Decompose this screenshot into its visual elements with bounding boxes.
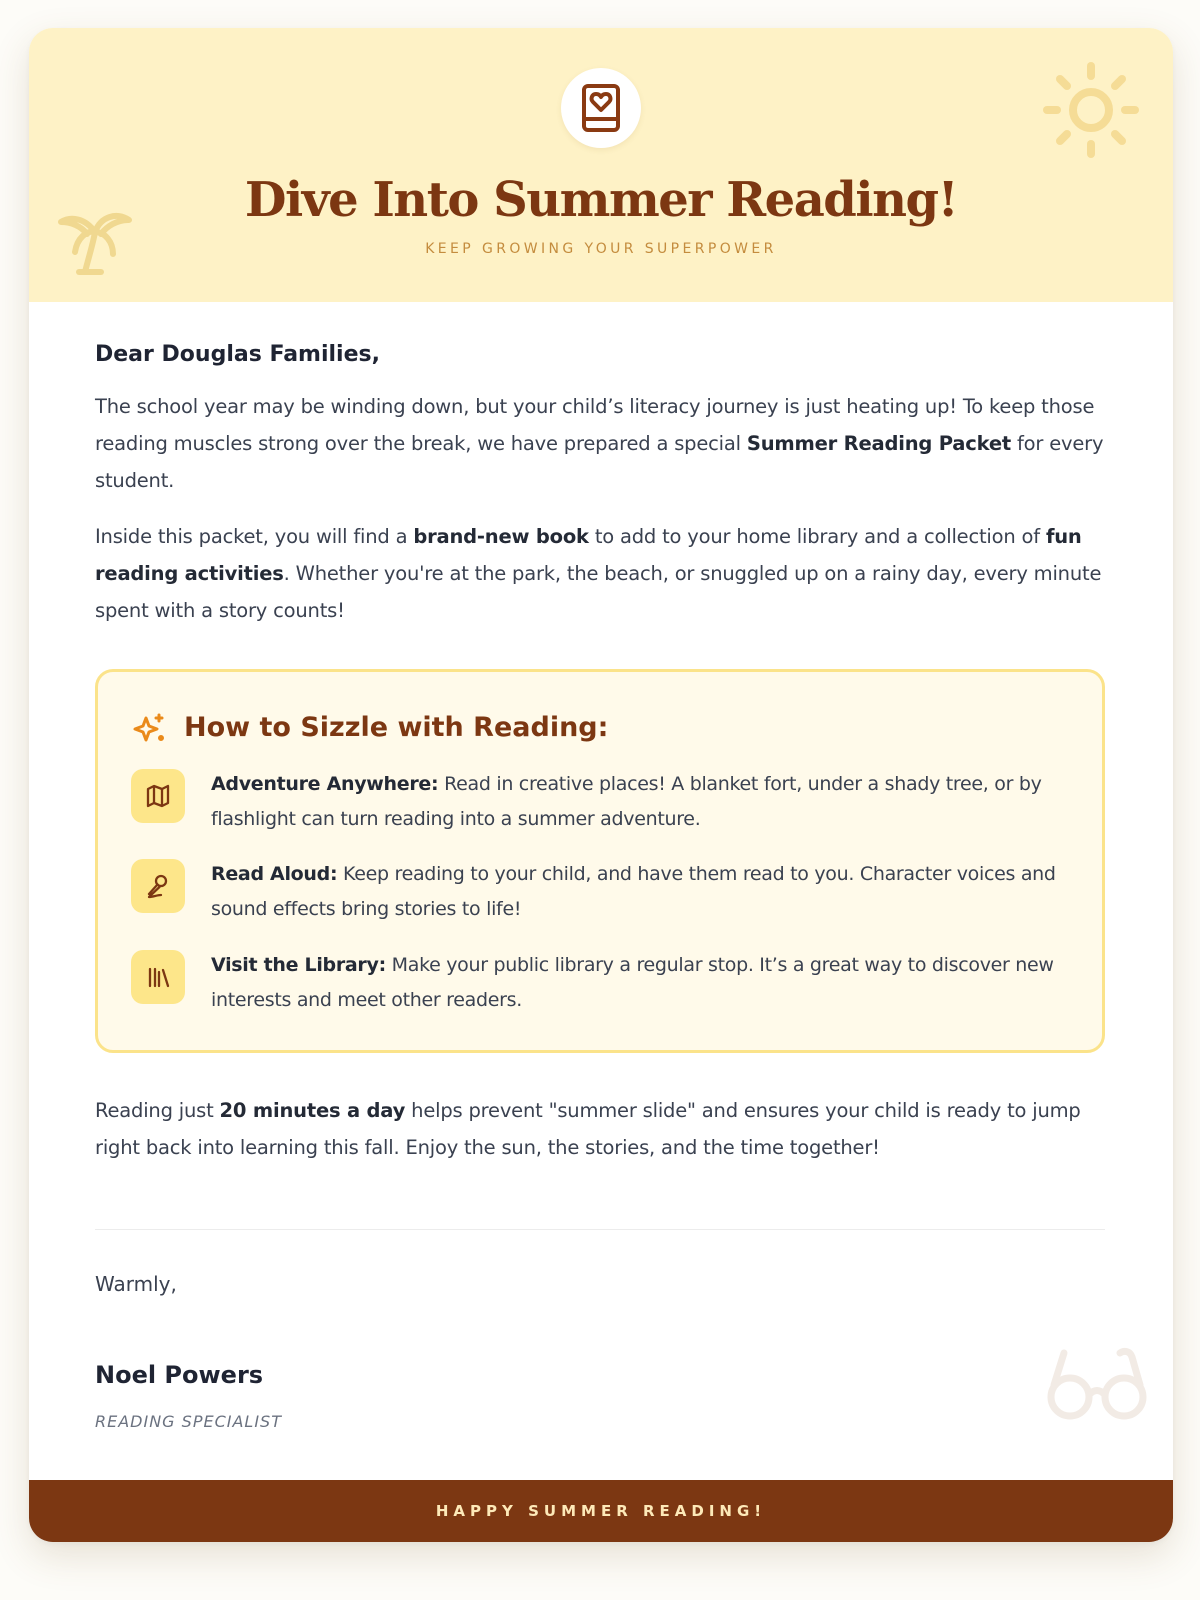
- tip-badge: [131, 859, 185, 913]
- letter-card: [29, 28, 1173, 1542]
- tip-badge: [131, 769, 185, 823]
- tips-box: [95, 669, 1105, 1053]
- footer-banner: [29, 1480, 1173, 1542]
- divider: [95, 1229, 1105, 1230]
- signer-name: Noel Powers: [95, 1361, 264, 1389]
- sun-icon: [1041, 60, 1141, 160]
- intro-paragraph: The school year may be winding down, but your child’s literacy journey is just heating up! To keep those reading muscles strong over the break, we have prepared a special Summer Reading Packet for every student.: [95, 395, 1104, 492]
- packet-paragraph: Inside this packet, you will find a brand-new book to add to your home library and a collection of fun reading activities. Whether you're at the park, the beach, or snuggled up on a rainy day, every minute spent with a story counts!: [95, 525, 1102, 622]
- tip-badge: [131, 950, 185, 1004]
- salutation: Dear Douglas Families,: [95, 342, 380, 367]
- tip-text: Adventure Anywhere: Read in creative places! A blanket fort, under a shady tree, or by flashlight can turn reading into a summer adventure.: [211, 773, 1042, 830]
- library-icon: [145, 964, 171, 990]
- logo-badge: [561, 68, 641, 148]
- page-subtitle: KEEP GROWING YOUR SUPERPOWER: [425, 241, 777, 257]
- book-heart-icon: [580, 83, 622, 133]
- closing-line: Warmly,: [95, 1272, 177, 1296]
- map-icon: [145, 783, 171, 809]
- tip-text: Visit the Library: Make your public library a regular stop. It’s a great way to discover new interests and meet other readers.: [211, 954, 1054, 1011]
- signer-role: READING SPECIALIST: [95, 1412, 282, 1431]
- microphone-icon: [145, 873, 171, 899]
- tip-text: Read Aloud: Keep reading to your child, and have them read to you. Character voices and sound effects bring stories to life!: [211, 863, 1056, 920]
- header-banner: [29, 28, 1173, 302]
- closing-paragraph: Reading just 20 minutes a day helps prevent "summer slide" and ensures your child is ready to jump right back into learning this fall. Enjoy the sun, the stories, and the time together!: [95, 1099, 1081, 1159]
- footer-text: HAPPY SUMMER READING!: [435, 1502, 767, 1520]
- tips-title: How to Sizzle with Reading:: [184, 712, 609, 743]
- sparkles-icon: [132, 712, 166, 746]
- page-title: Dive Into Summer Reading!: [244, 172, 958, 228]
- glasses-icon: [1046, 1345, 1148, 1423]
